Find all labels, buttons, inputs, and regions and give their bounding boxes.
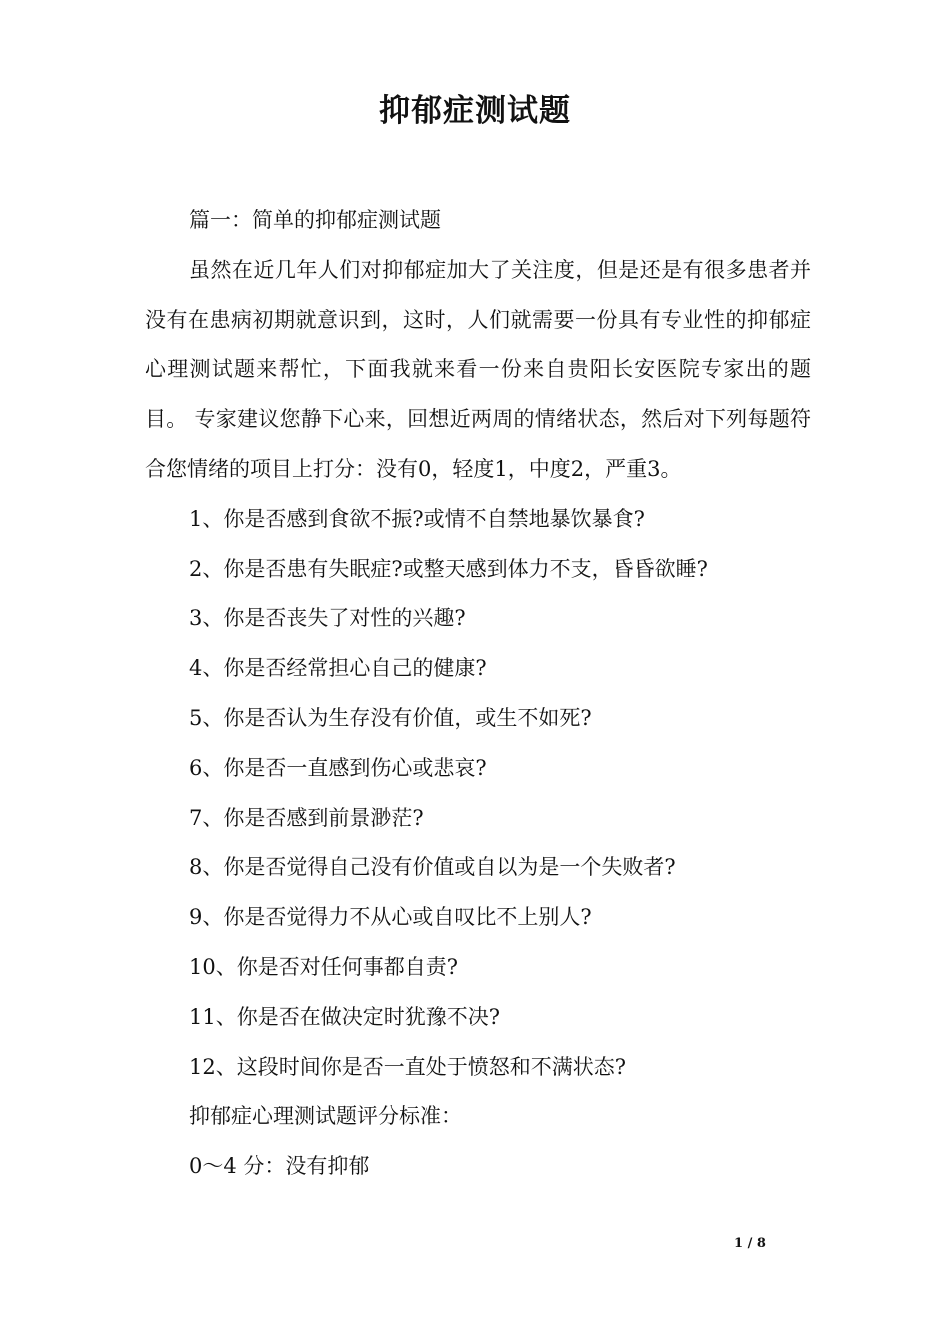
question-item: 7、你是否感到前景渺茫? xyxy=(189,805,424,830)
question-item: 4、你是否经常担心自己的健康? xyxy=(189,656,487,681)
question-item: 5、你是否认为生存没有价值，或生不如死? xyxy=(189,705,592,730)
page-number: 1 / 8 xyxy=(734,1236,766,1251)
page-title: 抑郁症测试题 xyxy=(379,93,571,129)
question-item: 2、你是否患有失眠症?或整天感到体力不支，昏昏欲睡? xyxy=(189,556,708,581)
scoring-heading: 抑郁症心理测试题评分标准： xyxy=(189,1104,462,1129)
question-item: 10、你是否对任何事都自责? xyxy=(189,954,458,979)
question-item: 9、你是否觉得力不从心或自叹比不上别人? xyxy=(189,905,592,930)
question-item: 6、你是否一直感到伤心或悲哀? xyxy=(189,755,487,780)
question-item: 3、你是否丧失了对性的兴趣? xyxy=(189,606,466,631)
question-item: 11、你是否在做决定时犹豫不决? xyxy=(189,1004,500,1029)
section-heading: 篇一：简单的抑郁症测试题 xyxy=(189,208,441,232)
question-item: 8、你是否觉得自己没有价值或自以为是一个失败者? xyxy=(189,855,676,880)
question-item: 1、你是否感到食欲不振?或情不自禁地暴饮暴食? xyxy=(189,506,645,531)
question-item: 12、这段时间你是否一直处于愤怒和不满状态? xyxy=(189,1054,626,1079)
document-body xyxy=(145,196,811,1192)
intro-paragraph: 虽然在近几年人们对抑郁症加大了关注度，但是还是有很多患者并没有在患病初期就意识到，这时，人们就需要一份具有专业性的抑郁症心理测试题来帮忙，下面我就来看一份来自贵阳长安医院专家出的题目。 专家建议您静下心来，回想近两周的情绪状态，然后对下列每题符合您情绪的项目上打分：没有0，轻度1，中度2，严重3。 xyxy=(145,257,811,481)
scoring-item: 0～4 分：没有抑郁 xyxy=(189,1154,370,1179)
